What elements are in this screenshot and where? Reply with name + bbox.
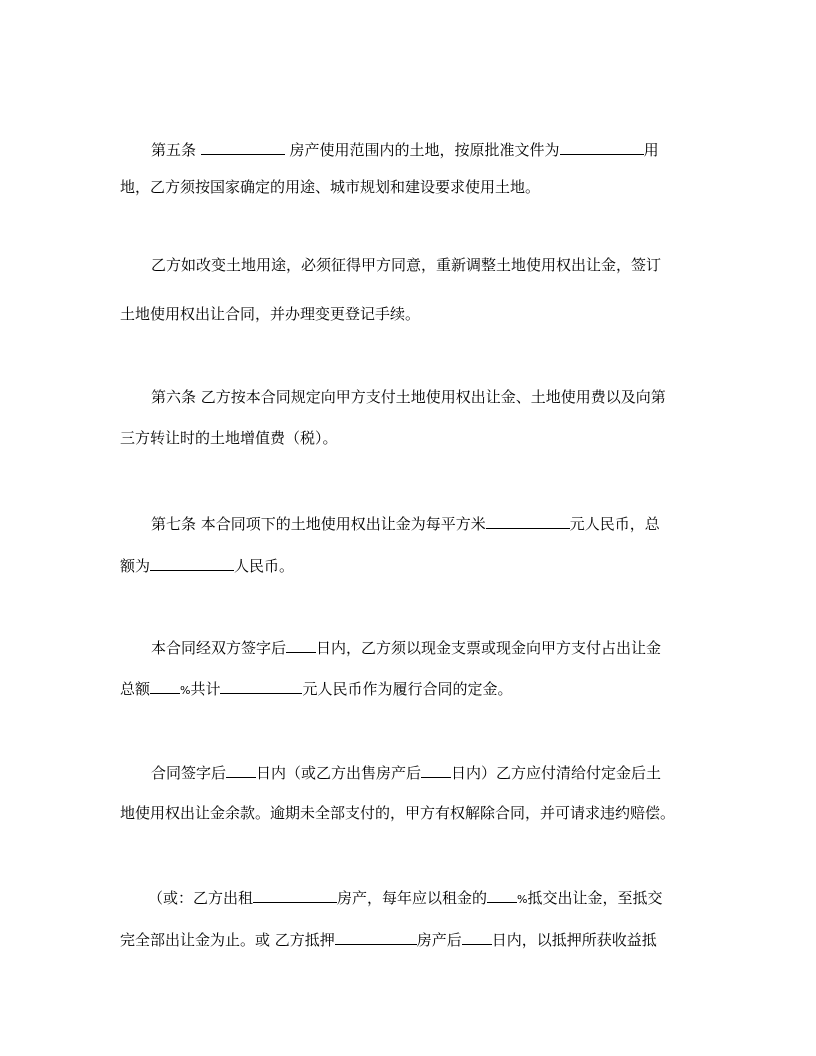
text-run: 抵交出让金，至抵交 (527, 889, 663, 907)
text-line (120, 928, 657, 949)
fill-blank[interactable] (486, 512, 570, 529)
text-run: 日内，以抵押所获收益抵 (491, 931, 657, 949)
fill-blank[interactable] (150, 554, 234, 571)
percent-sign: % (517, 893, 528, 906)
text-line (151, 636, 661, 657)
fill-blank[interactable] (220, 677, 302, 694)
text-run: 第七条 本合同项下的土地使用权出让金为每平方米 (151, 515, 486, 533)
text-line (151, 761, 661, 782)
text-line (120, 304, 420, 325)
text-run: 元人民币作为履行合同的定金。 (302, 680, 513, 698)
text-run: 三方转让时的土地增值费（税）。 (120, 429, 338, 447)
text-run: 共计 (190, 680, 221, 698)
text-line (120, 428, 338, 449)
text-line (151, 138, 659, 159)
text-run: 土地使用权出让合同，并办理变更登记手续。 (120, 305, 421, 323)
text-run: 房产使用范围内的土地，按原批准文件为 (284, 141, 560, 159)
text-run: 日内（或乙方出售房产后 (256, 764, 422, 782)
text-line (120, 677, 513, 698)
text-run: 日内，乙方须以现金支票或现金向甲方支付占出让金 (316, 639, 662, 657)
fill-blank[interactable] (421, 761, 451, 778)
text-run: 房产后 (416, 931, 462, 949)
fill-blank[interactable] (560, 138, 644, 155)
text-run: 第五条 (151, 141, 201, 159)
fill-blank[interactable] (226, 761, 256, 778)
text-run: 元人民币，总 (569, 515, 660, 533)
text-run: 乙方如改变土地用途，必须征得甲方同意，重新调整土地使用权出让金，签订 (151, 256, 662, 274)
text-run: 完全部出让金为止。或 乙方抵押 (120, 931, 335, 949)
fill-blank[interactable] (335, 928, 417, 945)
text-run: 地，乙方须按国家确定的用途、城市规划和建设要求使用土地。 (120, 178, 541, 196)
text-run: 本合同经双方签字后 (151, 639, 287, 657)
fill-blank[interactable] (462, 928, 492, 945)
text-line (151, 512, 660, 533)
text-line (148, 886, 663, 907)
percent-sign: % (180, 684, 191, 697)
text-run: 日内）乙方应付清给付定金后土 (451, 764, 662, 782)
fill-blank[interactable] (286, 636, 316, 653)
fill-blank[interactable] (201, 138, 285, 155)
text-line (120, 554, 294, 575)
text-run: 用 (643, 141, 659, 159)
text-run: （或：乙方出租 (148, 889, 254, 907)
text-run: 第六条 乙方按本合同规定向甲方支付土地使用权出让金、土地使用费以及向第 (151, 388, 666, 406)
text-run: 人民币。 (234, 557, 295, 575)
text-line (120, 177, 540, 198)
fill-blank[interactable] (150, 677, 180, 694)
text-run: 额为 (120, 557, 151, 575)
text-line (151, 255, 661, 276)
text-run: 合同签字后 (151, 764, 227, 782)
text-run: 房产，每年应以租金的 (337, 889, 488, 907)
fill-blank[interactable] (253, 886, 337, 903)
fill-blank[interactable] (487, 886, 517, 903)
text-line (151, 387, 666, 408)
text-line (120, 803, 675, 824)
text-run: 总额 (120, 680, 151, 698)
text-run: 地使用权出让金余款。逾期未全部支付的，甲方有权解除合同，并可请求违约赔偿。 (120, 804, 676, 822)
